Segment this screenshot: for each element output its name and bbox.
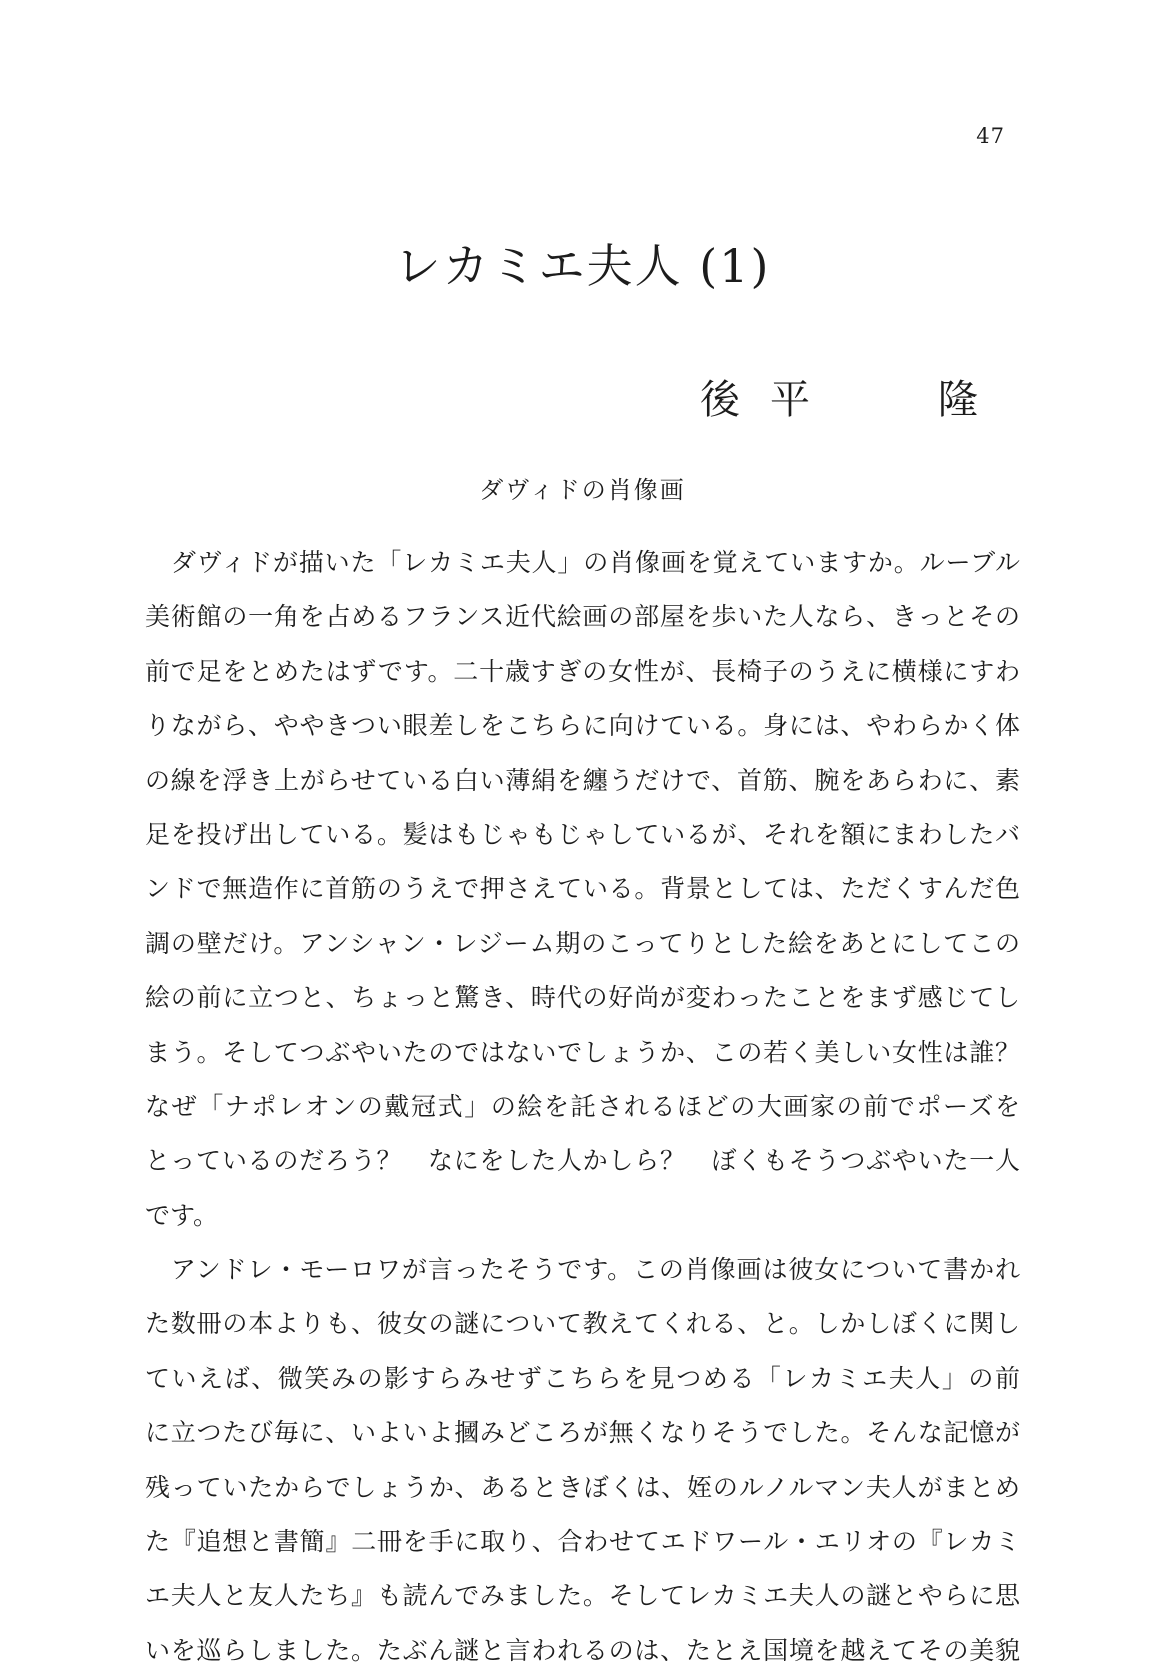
author-given-name: 隆 — [938, 377, 978, 423]
body-line: 美術館の一角を占めるフランス近代絵画の部屋を歩いた人なら、きっとその — [145, 602, 1020, 632]
author-name — [700, 370, 982, 430]
body-line: なぜ「ナポレオンの戴冠式」の絵を託されるほどの大画家の前でポーズを — [145, 1091, 1020, 1121]
body-line: りながら、ややきつい眼差しをこちらに向けている。身には、やわらかく体 — [145, 711, 1020, 741]
body-line: 足を投げ出している。髪はもじゃもじゃしているが、それを額にまわしたバ — [145, 819, 1020, 849]
section-heading: ダヴィドの肖像画 — [479, 476, 686, 504]
body-line: アンドレ・モーロワが言ったそうです。この肖像画は彼女について書かれ — [145, 1255, 1020, 1285]
body-line: の線を浮き上がらせている白い薄絹を纏うだけで、首筋、腕をあらわに、素 — [145, 765, 1020, 795]
body-line: ンドで無造作に首筋のうえで押さえている。背景としては、ただくすんだ色 — [145, 874, 1020, 904]
body-line: です。 — [145, 1200, 219, 1230]
body-line: ダヴィドが描いた「レカミエ夫人」の肖像画を覚えていますか。ルーブル — [145, 548, 1020, 577]
body-line: 前で足をとめたはずです。二十歳すぎの女性が、長椅子のうえに横様にすわ — [145, 656, 1020, 686]
body-line: とっているのだろう？ なにをした人かしら？ ぼくもそうつぶやいた一人 — [145, 1146, 1020, 1176]
body-line: まう。そしてつぶやいたのではないでしょうか、この若く美しい女性は誰？ — [145, 1037, 1020, 1067]
body-line: ていえば、微笑みの影すらみせずこちらを見つめる「レカミエ夫人」の前 — [145, 1363, 1020, 1393]
body-line: エ夫人と友人たち』も読んでみました。そしてレカミエ夫人の謎とやらに思 — [145, 1581, 1020, 1611]
body-line: いを巡らしました。たぶん謎と言われるのは、たとえ国境を越えてその美貌 — [145, 1635, 1020, 1665]
body-line: 残っていたからでしょうか、あるときぼくは、姪のルノルマン夫人がまとめ — [145, 1472, 1020, 1502]
body-line: 調の壁だけ。アンシャン・レジーム期のこってりとした絵をあとにしてこの — [145, 928, 1020, 958]
body-line: た『追想と書簡』二冊を手に取り、合わせてエドワール・エリオの『レカミ — [145, 1527, 1020, 1557]
author-family-name-1: 後 — [700, 377, 740, 423]
page-number: 47 — [976, 124, 1005, 148]
article-title: レカミエ夫人 (1) — [394, 239, 771, 293]
body-line: 絵の前に立つと、ちょっと驚き、時代の好尚が変わったことをまず感じてし — [145, 983, 1020, 1013]
body-line: た数冊の本よりも、彼女の謎について教えてくれる、と。しかしぼくに関し — [145, 1309, 1020, 1339]
author-family-name-2: 平 — [770, 377, 810, 423]
body-text — [145, 536, 1020, 1678]
body-line: に立つたび毎に、いよいよ摑みどころが無くなりそうでした。そんな記憶が — [145, 1418, 1020, 1448]
